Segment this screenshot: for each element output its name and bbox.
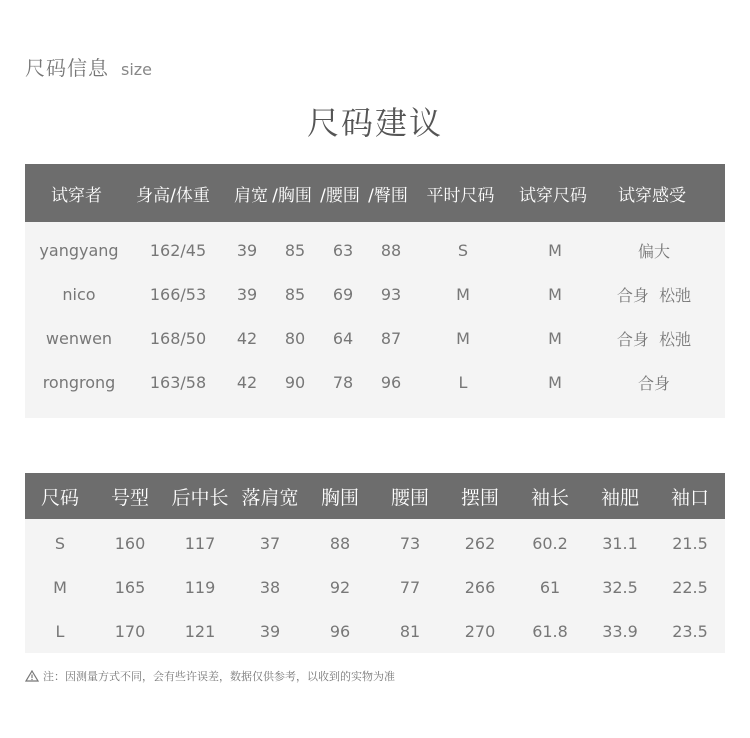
table-cell: 31.1 <box>602 533 638 553</box>
table-row <box>25 316 725 360</box>
table-cell: yangyang <box>39 240 119 260</box>
header-cell: 袖长 <box>530 486 569 509</box>
table-cell: M <box>456 328 470 348</box>
table-cell: M <box>456 284 470 304</box>
table-cell: 78 <box>332 372 354 392</box>
table-cell: 87 <box>380 328 402 348</box>
table-cell: 61 <box>539 577 561 597</box>
note-text: 注：因测量方式不同，会有些许误差，数据仅供参考，以收到的实物为准 <box>43 670 395 683</box>
table-cell: 160 <box>114 533 146 553</box>
table-cell: M <box>548 240 562 260</box>
table-cell: 270 <box>464 621 496 641</box>
table-cell: 42 <box>236 372 258 392</box>
table-cell: 121 <box>184 621 216 641</box>
fitting-table-body <box>25 222 725 418</box>
table-cell: 64 <box>332 328 354 348</box>
table-cell: 88 <box>329 533 351 553</box>
header-cell: 身高/体重 <box>136 185 210 206</box>
table-cell: 63 <box>332 240 354 260</box>
table-cell: 92 <box>329 577 351 597</box>
table-cell: L <box>55 621 65 641</box>
table-cell: 80 <box>284 328 306 348</box>
header-title-zh: 尺码信息 <box>25 56 109 80</box>
table-cell: 119 <box>184 577 216 597</box>
fitting-table <box>25 164 725 418</box>
table-cell: 合身 松弛 <box>616 285 692 305</box>
disclaimer-note <box>25 668 395 684</box>
table-row <box>25 521 725 565</box>
table-cell: 37 <box>259 533 281 553</box>
table-cell: L <box>458 372 468 392</box>
table-cell: nico <box>62 284 96 304</box>
table-cell: 163/58 <box>149 372 207 392</box>
table-cell: 23.5 <box>672 621 708 641</box>
warning-triangle-icon <box>25 670 39 682</box>
table-cell: 168/50 <box>149 328 207 348</box>
header-cell: 尺码 <box>40 486 79 509</box>
table-cell: 69 <box>332 284 354 304</box>
table-row <box>25 360 725 404</box>
table-cell: rongrong <box>42 372 116 392</box>
table-cell: 170 <box>114 621 146 641</box>
table-cell: wenwen <box>45 328 113 348</box>
table-cell: 合身 <box>637 373 670 393</box>
table-cell: M <box>548 284 562 304</box>
table-cell: 39 <box>259 621 281 641</box>
header-cell: /臀围 <box>368 185 408 206</box>
table-row <box>25 228 725 272</box>
fitting-table-header <box>25 164 725 222</box>
table-cell: 85 <box>284 240 306 260</box>
header-cell: 后中长 <box>171 486 229 509</box>
header-title-en: size <box>121 60 153 79</box>
table-cell: 22.5 <box>672 577 708 597</box>
header-cell: 落肩宽 <box>241 486 299 509</box>
table-cell: 90 <box>284 372 306 392</box>
header-cell: 试穿尺码 <box>519 185 587 206</box>
table-cell: 88 <box>380 240 402 260</box>
header-cell: /腰围 <box>320 185 360 206</box>
table-cell: 96 <box>380 372 402 392</box>
table-cell: 33.9 <box>602 621 638 641</box>
table-cell: S <box>54 533 66 553</box>
header-cell: 袖肥 <box>600 486 639 509</box>
table-cell: 162/45 <box>149 240 207 260</box>
table-cell: 117 <box>184 533 216 553</box>
header-cell: 平时尺码 <box>426 185 495 206</box>
table-cell: 93 <box>380 284 402 304</box>
header-cell: 号型 <box>110 486 149 509</box>
table-cell: M <box>53 577 67 597</box>
table-cell: 73 <box>399 533 421 553</box>
table-cell: 166/53 <box>149 284 207 304</box>
table-cell: 61.8 <box>532 621 568 641</box>
section-header <box>25 52 152 81</box>
header-cell: 袖口 <box>670 486 709 509</box>
table-cell: 266 <box>464 577 496 597</box>
header-cell: 肩宽 <box>234 185 268 206</box>
table-cell: M <box>548 372 562 392</box>
table-cell: M <box>548 328 562 348</box>
table-cell: 合身 松弛 <box>616 329 692 349</box>
table-row <box>25 609 725 653</box>
table-cell: 32.5 <box>602 577 638 597</box>
size-table-header <box>25 473 725 519</box>
table-cell: 38 <box>259 577 281 597</box>
table-cell: 21.5 <box>672 533 708 553</box>
table-cell: 39 <box>236 284 258 304</box>
table-cell: 85 <box>284 284 306 304</box>
table-cell: 39 <box>236 240 258 260</box>
size-table <box>25 473 725 653</box>
table-cell: 262 <box>464 533 496 553</box>
table-row <box>25 272 725 316</box>
header-cell: 摆围 <box>460 486 499 509</box>
header-cell: 试穿感受 <box>618 185 686 206</box>
table-cell: 42 <box>236 328 258 348</box>
size-table-body <box>25 519 725 653</box>
header-cell: 试穿者 <box>51 185 102 206</box>
table-cell: 81 <box>399 621 421 641</box>
page-title: 尺码建议 <box>306 104 443 142</box>
table-row <box>25 565 725 609</box>
header-cell: 胸围 <box>320 486 359 509</box>
table-cell: 96 <box>329 621 351 641</box>
table-cell: 偏大 <box>637 241 670 261</box>
table-cell: 165 <box>114 577 146 597</box>
table-cell: 60.2 <box>532 533 568 553</box>
header-cell: /胸围 <box>272 185 312 206</box>
table-cell: S <box>457 240 469 260</box>
header-cell: 腰围 <box>390 486 429 509</box>
table-cell: 77 <box>399 577 421 597</box>
